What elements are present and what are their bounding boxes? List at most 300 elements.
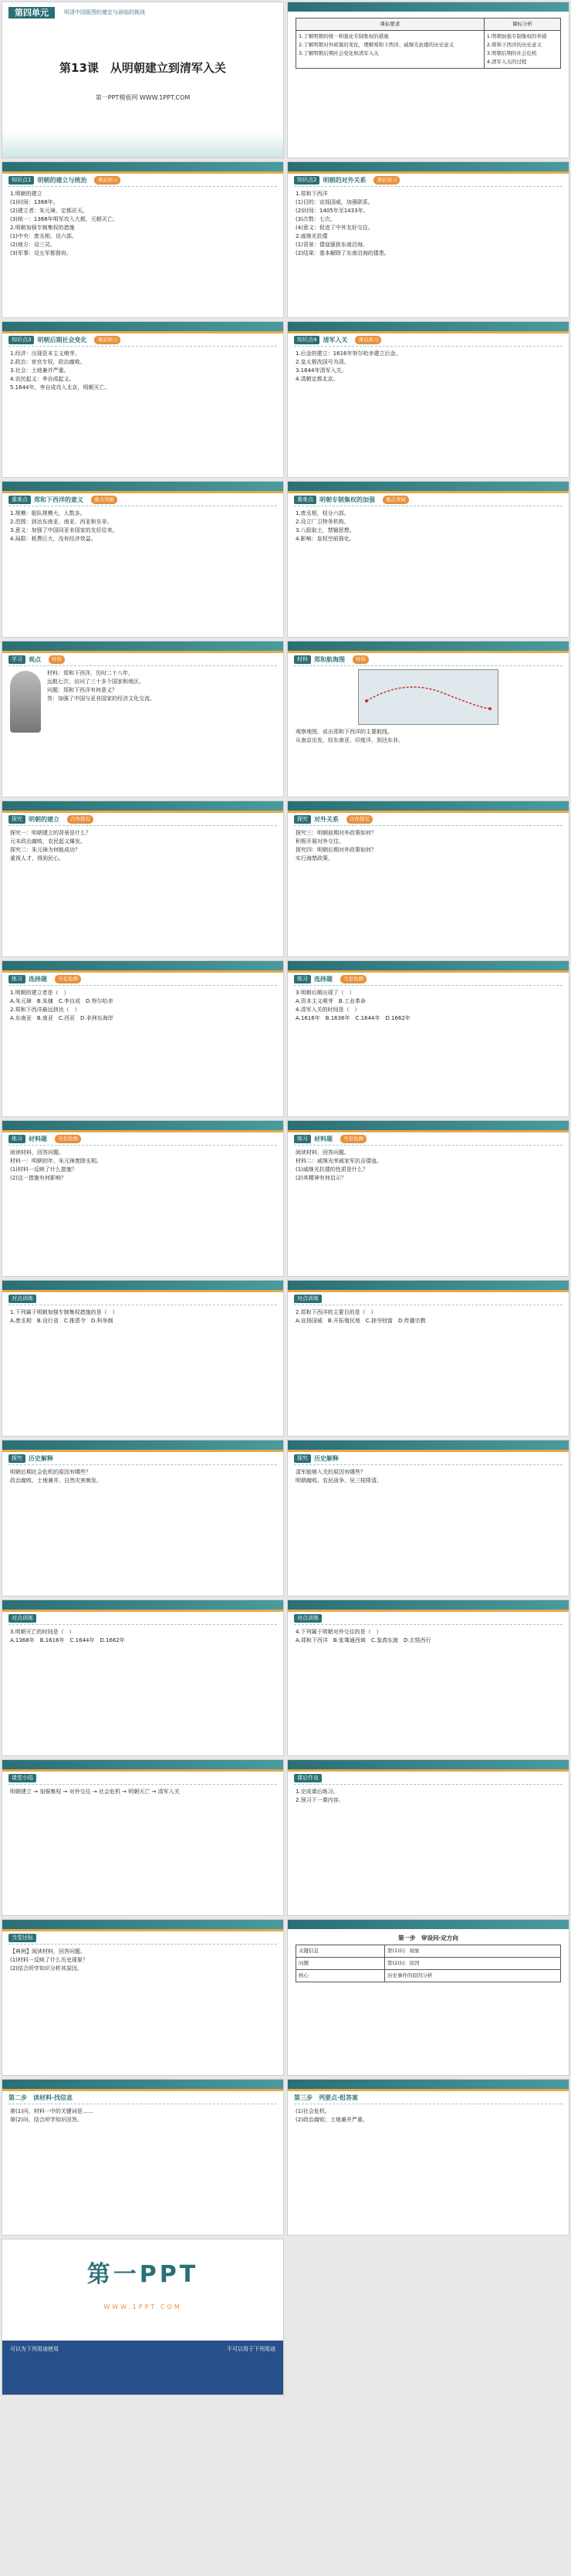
slide-2: [287, 2, 569, 158]
section-title: 历史解释: [314, 1455, 339, 1462]
slide-body: [288, 1149, 569, 1183]
text-line: 5.1644年，李自成攻入北京，明朝灭亡。: [10, 384, 110, 391]
slide-16: [287, 1120, 569, 1277]
section-tag: 当堂达标: [8, 1934, 36, 1942]
decorative-band: [2, 131, 283, 157]
top-band-accent: [288, 811, 569, 813]
top-band-accent: [2, 970, 283, 973]
top-band: [288, 641, 569, 651]
slide-body: [288, 2107, 569, 2124]
slide-19: [2, 1440, 284, 1596]
text-line: (2)地方：设三司。: [10, 242, 56, 248]
table-cell-right: [484, 31, 560, 69]
slide-body: [288, 829, 569, 863]
top-band-accent: [2, 331, 283, 333]
top-band-accent: [288, 1450, 569, 1452]
top-band-accent: [2, 1130, 283, 1132]
text-line: 4.影响：皇权空前强化。: [296, 536, 355, 542]
section-header: [8, 496, 277, 506]
right-item: 1.明朝加强专制集权的举措: [486, 33, 547, 39]
top-band-accent: [288, 1290, 569, 1292]
text-line: 4.农民起义：李自成起义。: [10, 376, 75, 382]
slide-28: [287, 2079, 569, 2236]
text-line: A.宣扬国威 B.开拓殖民地 C.掠夺财富 D.传播宗教: [296, 1318, 426, 1324]
slide-3: [2, 161, 284, 318]
top-band-accent: [2, 811, 283, 813]
section-tag: 对点训练: [8, 1614, 36, 1623]
text-line: 2.设立厂卫特务机构。: [296, 519, 350, 525]
text-line: 实行海禁政策。: [296, 855, 333, 861]
section-header: [294, 496, 563, 506]
text-line: 2.范围：到达东南亚、南亚、西亚和东非。: [10, 519, 113, 525]
top-band: [2, 1600, 283, 1610]
slide-17: [2, 1280, 284, 1437]
step-cell: 核心: [296, 1970, 385, 1982]
section-header: [8, 975, 277, 986]
text-line: 2.郑和下西洋的主要目的是（ ）: [296, 1309, 377, 1315]
step-cell: 问题: [296, 1958, 385, 1970]
slide-body: [288, 350, 569, 384]
text-line: 答：加强了中国与亚非国家的经济文化交流。: [47, 696, 155, 702]
slide-body: [2, 1149, 283, 1183]
text-line: A.朱元璋 B.朱棣 C.李自成 D.努尔哈赤: [10, 998, 113, 1004]
text-line: (1)中央：废丞相，设六部。: [10, 233, 77, 239]
top-band: [2, 482, 283, 491]
section-header: [8, 1135, 277, 1146]
section-tag: 对点训练: [8, 1295, 36, 1303]
text-line: 探究三：明朝前期对外政策如何？: [296, 830, 377, 836]
section-header: [294, 336, 563, 347]
text-line: 重视人才，得到民心。: [10, 855, 64, 861]
brand-logo: 第一PPT: [86, 2261, 199, 2288]
text-line: 问题：郑和下西洋有何意义？: [47, 687, 117, 693]
section-title: 观点: [29, 656, 41, 663]
slide-body: [2, 1468, 283, 1485]
section-header: [8, 655, 277, 666]
right-item: 4.清军入关的过程: [486, 59, 527, 65]
section-title: 材料题: [314, 1136, 333, 1142]
top-band: [2, 2080, 283, 2089]
section-tag: 知识点2: [294, 176, 319, 184]
text-line: (2)其精神有何启示？: [296, 1175, 346, 1181]
section-title: 选择题: [314, 976, 333, 983]
slide-body: [288, 1468, 569, 1485]
text-line: 1.郑和下西洋: [296, 191, 328, 197]
text-line: 1.下列属于明朝加强专制集权措施的是（ ）: [10, 1309, 118, 1315]
slide-7: [2, 481, 284, 638]
text-line: 3.明朝灭亡的时间是（ ）: [10, 1629, 75, 1635]
text-line: 材料：郑和下西洋，历时二十八年，: [47, 670, 133, 676]
section-tag: 课后作业: [294, 1774, 322, 1782]
section-title: 材料题: [29, 1136, 47, 1142]
section-header: [8, 1934, 277, 1945]
section-pill: 课前预习: [94, 336, 120, 344]
section-tag: 学习: [8, 655, 25, 664]
text-line: (1)时间：1368年。: [10, 199, 59, 205]
top-band-accent: [288, 491, 569, 493]
section-title: 郑和航海图: [314, 656, 345, 663]
text-line: (2)时间：1405年至1433年。: [296, 208, 369, 214]
top-band: [2, 162, 283, 171]
section-tag: 练习: [8, 1135, 25, 1143]
slide-26: [287, 1919, 569, 2076]
top-band: [288, 1121, 569, 1130]
section-header: [294, 1295, 563, 1305]
text-line: 材料二：戚继光率戚家军抗击倭寇。: [296, 1158, 382, 1164]
footer-panel: [2, 2341, 283, 2395]
top-band: [288, 1600, 569, 1610]
text-line: 4.清朝定都北京。: [296, 376, 339, 382]
slide-24: [287, 1759, 569, 1916]
step-cell: 历史事件的原因分析: [384, 1970, 560, 1982]
text-line: 探究二：朱元璋为何能成功？: [10, 847, 80, 853]
section-title: 明朝的对外关系: [323, 177, 367, 184]
top-band: [2, 1281, 283, 1290]
section-pill: 当堂检测: [55, 1135, 81, 1143]
section-header: [294, 1774, 563, 1785]
table-cell-left: [296, 31, 485, 69]
text-line: 3.意义：加强了中国同亚非国家的友好往来。: [10, 527, 118, 533]
text-line: A.资本主义萌芽 B.工业革命: [296, 998, 366, 1004]
section-pill: 当堂检测: [340, 1135, 367, 1143]
text-line: 3.1644年清军入关。: [296, 367, 347, 374]
section-pill: 课前预习: [355, 336, 381, 344]
top-band: [288, 961, 569, 970]
section-pill: 重点突破: [383, 496, 409, 504]
right-item: 2.郑和下西洋的历史意义: [486, 42, 542, 48]
table-wrap: [288, 2, 569, 69]
slide-body: [2, 989, 283, 1023]
text-line: 1.完成课后练习。: [296, 1789, 339, 1795]
slide-body: [2, 190, 283, 258]
step-cell: 第(2)问：原因: [384, 1958, 560, 1970]
top-band-accent: [288, 2089, 569, 2091]
slide-body: [2, 2107, 283, 2124]
slide-22: [287, 1599, 569, 1756]
text-line: 远航七次，访问了三十多个国家和地区。: [47, 679, 144, 685]
slide-body: [2, 1308, 283, 1325]
footer-left-text: 可以为下列用途使用: [10, 2346, 59, 2352]
text-line: (2)结合所学知识分析其原因。: [10, 1965, 83, 1972]
slide-body: [2, 829, 283, 863]
slide-10: [287, 641, 569, 797]
section-tag: 对点训练: [294, 1295, 322, 1303]
text-line: A.1616年 B.1636年 C.1644年 D.1662年: [296, 1015, 411, 1021]
text-line: 3.社会：土地兼并严重。: [10, 367, 69, 374]
section-tag: 探究: [8, 815, 25, 824]
slide-27: [2, 2079, 284, 2236]
text-line: (3)军事：设五军都督府。: [10, 250, 72, 256]
top-band-accent: [288, 970, 569, 973]
slide-23: [2, 1759, 284, 1916]
section-title: 选择题: [29, 976, 47, 983]
top-band: [2, 801, 283, 811]
top-band-accent: [2, 2089, 283, 2091]
slide-11: [2, 801, 284, 957]
slide-13: [2, 960, 284, 1117]
slide-body: [288, 1308, 569, 1325]
section-tag: 重难点: [294, 496, 316, 504]
text-line: 2.戚继光抗倭: [296, 233, 328, 239]
text-line: (4)意义：促进了中外友好交往。: [296, 225, 373, 231]
top-band: [288, 1440, 569, 1450]
brand-text: 第一PPT模板网 WWW.1PPT.COM: [95, 94, 191, 101]
text-line: 4.清军入关的时间是（ ）: [296, 1007, 360, 1013]
text-line: 1.规模：船队规模大，人数多。: [10, 510, 86, 516]
top-band-accent: [288, 1610, 569, 1612]
slide-body: [2, 350, 283, 392]
slide-1: [2, 2, 284, 158]
section-header: [8, 176, 277, 187]
text-line: 1.后金的建立：1616年努尔哈赤建立后金。: [296, 350, 401, 357]
section-pill: 合作探究: [67, 815, 93, 824]
section-header: [294, 975, 563, 986]
slide-body: [2, 1948, 283, 1973]
text-line: 阅读材料，回答问题。: [296, 1149, 350, 1156]
top-band: [2, 961, 283, 970]
slide-20: [287, 1440, 569, 1596]
slide-body: [288, 1628, 569, 1645]
text-line: A.1368年 B.1616年 C.1644年 D.1662年: [10, 1637, 125, 1643]
section-header: [8, 815, 277, 826]
slide-body: [2, 509, 283, 543]
section-tag: 练习: [294, 975, 311, 983]
section-title: 清军入关: [323, 337, 348, 344]
text-line: 2.明朝加强专制集权的措施: [10, 225, 75, 231]
top-band-accent: [2, 1929, 283, 1931]
section-pill: 当堂检测: [55, 975, 81, 983]
text-line: 第(2)问，结合所学知识回答。: [10, 2117, 83, 2123]
text-line: 材料一：明朝初年，朱元璋废除丞相。: [10, 1158, 102, 1164]
text-line: (2)这一措施有何影响？: [10, 1175, 66, 1181]
text-line: (1)社会危机。: [296, 2108, 330, 2114]
section-title: 第二步 读材料·找信息: [8, 2094, 73, 2101]
text-line: 观察地图，说出郑和下西洋的主要航线。: [296, 729, 393, 735]
unit-subtitle: 明清中国版图的奠定与面临的挑战: [64, 9, 145, 15]
left-item: 1.了解明朝的统一和强化专制集权的措施: [299, 33, 389, 39]
text-line: 积极开展对外交往。: [296, 838, 344, 845]
top-band-accent: [2, 1290, 283, 1292]
text-line: (1)戚继光抗倭的性质是什么？: [296, 1166, 368, 1173]
text-line: (1)背景：倭寇骚扰东南沿海。: [296, 242, 368, 248]
top-band-accent: [288, 331, 569, 333]
step-table: [296, 1945, 561, 1982]
standards-table: [296, 18, 561, 69]
text-line: 清军能够入关的原因有哪些？: [296, 1469, 366, 1475]
top-band: [288, 1281, 569, 1290]
section-header: [8, 1774, 277, 1785]
left-item: 3.了解明朝后期社会变化和清军入关: [299, 50, 379, 56]
section-header: [8, 1454, 277, 1465]
text-line: 政治腐败、土地兼并、自然灾害频发。: [10, 1478, 102, 1484]
slide-body: [2, 1788, 283, 1796]
section-title: 郑和下西洋的意义: [34, 496, 83, 503]
text-line: 2.郑和下西洋最远到达（ ）: [10, 1007, 80, 1013]
text-line: 3.八股取士，禁锢思想。: [296, 527, 355, 533]
top-band: [2, 1760, 283, 1769]
text-line: (1)材料一反映了什么措施？: [10, 1166, 77, 1173]
top-band: [288, 801, 569, 811]
section-pill: 合作探究: [346, 815, 373, 824]
section-header: [8, 2094, 277, 2104]
text-line: A.东南亚 B.南亚 C.西亚 D.非洲东海岸: [10, 1015, 113, 1021]
text-line: 从南京出发，经东南亚、印度洋，到达东非。: [296, 737, 404, 743]
section-header: [8, 336, 277, 347]
slide-12: [287, 801, 569, 957]
slide-15: [2, 1120, 284, 1277]
step-cell: 关键信息: [296, 1945, 385, 1958]
section-header: [294, 815, 563, 826]
table-head-left: 课标要求: [296, 19, 485, 31]
top-band: [288, 1760, 569, 1769]
text-line: 1.废丞相，权分六部。: [296, 510, 350, 516]
text-line: 探究四：明朝后期对外政策如何？: [296, 847, 377, 853]
top-band-accent: [288, 651, 569, 653]
brand-url: WWW.1PPT.COM: [103, 2304, 182, 2310]
text-line: A.废丞相 B.设行省 C.推恩令 D.科举制: [10, 1318, 113, 1324]
top-band: [2, 1920, 283, 1929]
section-tag: 练习: [294, 1135, 311, 1143]
section-tag: 探究: [294, 815, 311, 824]
section-pill: 当堂检测: [340, 975, 367, 983]
top-band-accent: [2, 651, 283, 653]
slide-body: [288, 669, 569, 745]
section-header: [8, 1614, 277, 1625]
text-line: (1)目的：宣扬国威，加强联系。: [296, 199, 373, 205]
section-title: 对外关系: [314, 816, 339, 823]
text-line: (3)统一：1368年明军攻入大都，元朝灭亡。: [10, 216, 118, 222]
slide-21: [2, 1599, 284, 1756]
top-band: [2, 322, 283, 331]
section-pill: 课前预习: [94, 176, 120, 184]
section-header: [294, 1135, 563, 1146]
section-tag: 练习: [8, 975, 25, 983]
section-header: [8, 1295, 277, 1305]
top-band-accent: [288, 171, 569, 174]
section-tag: 对点训练: [294, 1614, 322, 1623]
slide-6: [287, 321, 569, 478]
text-line: 阅读材料，回答问题。: [10, 1149, 64, 1156]
slide-body: [288, 989, 569, 1023]
section-title: 历史解释: [29, 1455, 53, 1462]
top-band: [2, 1440, 283, 1450]
section-header: [294, 2094, 563, 2104]
section-tag: 知识点1: [8, 176, 34, 184]
step-title: 第一步 审设问·定方向: [398, 1935, 458, 1941]
section-title: 明朝的建立: [29, 816, 59, 823]
slide-29: [2, 2239, 284, 2395]
section-tag: 探究: [294, 1454, 311, 1463]
text-line: 3.明朝后期出现了（ ）: [296, 990, 355, 996]
route-map: [358, 669, 498, 725]
top-band-accent: [2, 1769, 283, 1772]
text-line: 2.政治：宦官专权，政治腐败。: [10, 359, 86, 365]
slide-5: [2, 321, 284, 478]
top-band: [2, 641, 283, 651]
top-band: [288, 162, 569, 171]
top-band: [288, 482, 569, 491]
section-tag: 知识点3: [8, 336, 34, 344]
left-item: 2.了解明朝对外政策的变化，理解郑和下西洋、戚继光抗倭的历史意义: [299, 42, 454, 48]
top-band: [2, 1121, 283, 1130]
top-band-accent: [2, 171, 283, 174]
text-line: (2)结果：基本解除了东南沿海的倭患。: [296, 250, 390, 256]
section-pill: 重点突破: [91, 496, 117, 504]
section-tag: 材料: [294, 655, 311, 664]
portrait-image: [10, 671, 41, 733]
section-header: [294, 176, 563, 187]
section-header: [294, 1614, 563, 1625]
slide-8: [287, 481, 569, 638]
section-title: 明朝后期社会变化: [37, 337, 87, 344]
section-pill: 课前预习: [373, 176, 400, 184]
top-band-accent: [288, 1769, 569, 1772]
slide-4: [287, 161, 569, 318]
table-wrap: [288, 1945, 569, 1982]
text-line: 2.皇太极改国号为清。: [296, 359, 350, 365]
text-line: 探究一：明朝建立的背景是什么？: [10, 830, 91, 836]
slide-body: [288, 190, 569, 258]
section-title: 明朝专制集权的加强: [319, 496, 375, 503]
text-line: 第(1)问，材料一中的关键词是……: [10, 2108, 93, 2114]
text-line: 1.明朝的建立者是（ ）: [10, 990, 69, 996]
lesson-title: 第13课 从明朝建立到清军入关: [59, 61, 226, 75]
section-tag: 知识点4: [294, 336, 319, 344]
slide-25: [2, 1919, 284, 2076]
top-band: [288, 322, 569, 331]
top-band: [288, 1920, 569, 1929]
top-band: [288, 2080, 569, 2089]
section-pill: 材料: [353, 655, 369, 664]
top-band-accent: [2, 1450, 283, 1452]
text-line: 明朝后期社会危机的原因有哪些？: [10, 1469, 91, 1475]
section-title: 明朝的建立与统治: [37, 177, 87, 184]
slide-9: [2, 641, 284, 797]
text-line: (2)政治腐败；土地兼并严重。: [296, 2117, 368, 2123]
text-line: 明朝建立 → 加强集权 → 对外交往 → 社会危机 → 明朝灭亡 → 清军入关: [10, 1789, 180, 1795]
section-title: 第三步 列要点·组答案: [294, 2094, 359, 2101]
section-tag: 探究: [8, 1454, 25, 1463]
slide-body: [288, 1788, 569, 1805]
text-line: A.郑和下西洋 B.张骞通西域 C.鉴真东渡 D.玄奘西行: [296, 1637, 431, 1643]
top-band-accent: [288, 1130, 569, 1132]
top-band-accent: [2, 491, 283, 493]
text-line: 明朝腐败、农民战争、吴三桂降清。: [296, 1478, 382, 1484]
text-line: 1.明朝的建立: [10, 191, 42, 197]
text-line: 4.局限：耗费巨大，没有经济效益。: [10, 536, 96, 542]
unit-label: 第四单元: [8, 7, 55, 19]
section-tag: 课堂小结: [8, 1774, 36, 1782]
slide-body: [2, 1628, 283, 1645]
footer-right-text: 不可以用于下列用途: [227, 2346, 275, 2352]
slide-body: [2, 669, 283, 703]
right-item: 3.明朝后期的社会危机: [486, 50, 537, 56]
text-line: (3)次数：七次。: [296, 216, 336, 222]
text-line: (2)建立者：朱元璋，定都应天。: [10, 208, 88, 214]
table-head-right: 课标分析: [484, 19, 560, 31]
slide-18: [287, 1280, 569, 1437]
slide-body: [288, 509, 569, 543]
text-line: 元末政治腐败，农民起义爆发。: [10, 838, 86, 845]
text-line: 2.预习下一课内容。: [296, 1797, 344, 1803]
text-line: 【典例】阅读材料，回答问题。: [10, 1948, 86, 1955]
section-pill: 材料: [49, 655, 65, 664]
text-line: 1.经济：出现资本主义萌芽。: [10, 350, 80, 357]
step-cell: 第(1)问：现象: [384, 1945, 560, 1958]
top-band: [288, 2, 569, 12]
slide-14: [287, 960, 569, 1117]
top-band-accent: [2, 1610, 283, 1612]
